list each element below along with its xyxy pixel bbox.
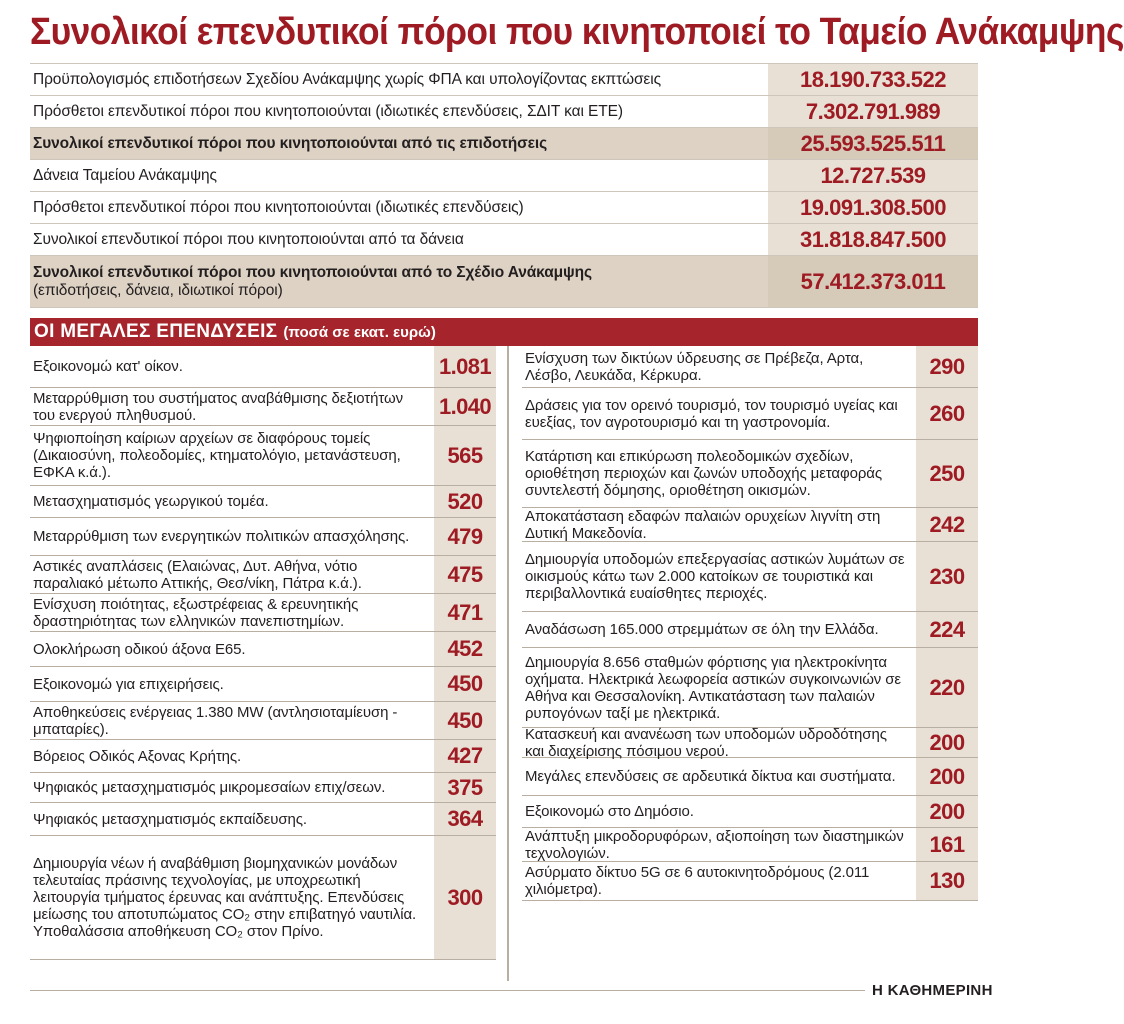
investment-value: 427: [434, 740, 496, 772]
summary-table: [30, 63, 978, 308]
investment-row: [30, 486, 496, 518]
investment-row: [522, 542, 978, 612]
investment-value: 479: [434, 518, 496, 555]
column-divider: [507, 346, 509, 981]
investment-value: 471: [434, 594, 496, 631]
investment-label: Αναδάσωση 165.000 στρεμμάτων σε όλη την Ελλάδα.: [525, 621, 879, 638]
investment-row: [30, 346, 496, 388]
summary-sublabel: (επιδοτήσεις, δάνεια, ιδιωτικοί πόροι): [33, 281, 283, 299]
summary-value: 25.593.525.511: [768, 128, 978, 159]
investments-header: [30, 318, 978, 346]
investment-value: 230: [916, 542, 978, 611]
investment-row: [522, 508, 978, 542]
investment-row: [522, 388, 978, 440]
investment-row: [30, 773, 496, 803]
investment-row: [30, 803, 496, 836]
investment-value: 375: [434, 773, 496, 802]
investment-value: 300: [434, 836, 496, 959]
investment-value: 200: [916, 796, 978, 827]
investment-label: Κατάρτιση και επικύρωση πολεοδομικών σχεδίων, οριοθέτηση περιοχών και ζωνών υποδοχής μεταφοράς συντελεστή δόμησης, οριοθέτηση οικισμών.: [525, 448, 882, 499]
investment-value: 200: [916, 728, 978, 757]
summary-label: Συνολικοί επενδυτικοί πόροι που κινητοποιούνται από τις επιδοτήσεις: [33, 134, 548, 152]
summary-label-main: Συνολικοί επενδυτικοί πόροι που κινητοποιούνται από το Σχέδιο Ανάκαμψης: [33, 263, 592, 281]
summary-row: [30, 160, 978, 192]
summary-row: [30, 192, 978, 224]
investments-note: (ποσά σε εκατ. ευρώ): [283, 323, 436, 341]
investment-label: Αποθηκεύσεις ενέργειας 1.380 MW (αντλησιοταμίευση - μπαταρίες).: [33, 703, 398, 738]
investment-value: 200: [916, 758, 978, 795]
investment-value: 520: [434, 486, 496, 517]
investment-label: Μετασχηματισμός γεωργικού τομέα.: [33, 493, 269, 510]
summary-value: 12.727.539: [768, 160, 978, 191]
investment-row: [522, 758, 978, 796]
investment-row: [30, 594, 496, 632]
summary-label: Δάνεια Ταμείου Ανάκαμψης: [33, 166, 217, 184]
summary-row: [30, 224, 978, 256]
investment-value: 450: [434, 667, 496, 701]
summary-label: [33, 256, 778, 307]
investment-label: Αποκατάσταση εδαφών παλαιών ορυχείων λιγνίτη στη Δυτική Μακεδονία.: [525, 507, 881, 542]
investment-value: 224: [916, 612, 978, 647]
investment-label: Δημιουργία νέων ή αναβάθμιση βιομηχανικών μονάδων τελευταίας πράσινης τεχνολογίας, με υποχρεωτική λειτουργία τμήματος έρευνας και ανάπτυξης. Επενδύσεις μείωσης του αποτυπώματος CO₂ στην επιβατηγό ναυτιλία. Υποθαλάσσια αποθήκευση CO₂ στον Πρίνο.: [33, 855, 417, 940]
investment-value: 1.081: [434, 346, 496, 387]
investment-label: Εξοικονομώ κατ' οίκον.: [33, 358, 183, 375]
investment-value: 1.040: [434, 388, 496, 425]
investments-right-column: [522, 346, 978, 901]
investment-label: Βόρειος Οδικός Αξονας Κρήτης.: [33, 747, 242, 765]
summary-row: [30, 96, 978, 128]
summary-row-total: [30, 128, 978, 160]
investments-left-column: [30, 346, 496, 960]
summary-value: 18.190.733.522: [768, 64, 978, 95]
investment-row: [30, 667, 496, 702]
investment-label: Ολοκλήρωση οδικού άξονα Ε65.: [33, 640, 246, 658]
investment-label: Κατασκευή και ανανέωση των υποδομών υδροδότησης και διαχείρισης πόσιμου νερού.: [525, 725, 887, 760]
investment-value: 450: [434, 702, 496, 739]
investment-row: [522, 796, 978, 828]
summary-label: Πρόσθετοι επενδυτικοί πόροι που κινητοποιούνται (ιδιωτικές επενδύσεις): [33, 198, 524, 216]
investment-label: Ψηφιακός μετασχηματισμός μικρομεσαίων επιχ/σεων.: [33, 779, 386, 796]
investment-label: Δημιουργία υποδομών επεξεργασίας αστικών λυμάτων σε οικισμούς κάτω των 2.000 κατοίκων σε τουριστικά και περιβαλλοντικά ευαίσθητες περιοχές.: [525, 551, 905, 602]
investment-value: 220: [916, 648, 978, 727]
investment-label: Ενίσχυση ποιότητας, εξωστρέφειας & ερευνητικής δραστηριότητας των ελληνικών πανεπιστημίων.: [33, 595, 359, 630]
summary-label: Συνολικοί επενδυτικοί πόροι που κινητοποιούνται από τα δάνεια: [33, 230, 464, 248]
brand-logo: Η ΚΑΘΗΜΕΡΙΝΗ: [872, 982, 993, 999]
investment-row: [522, 648, 978, 728]
investment-row: [30, 556, 496, 594]
summary-value: 19.091.308.500: [768, 192, 978, 223]
investment-label: Ανάπτυξη μικροδορυφόρων, αξιοποίηση των διαστημικών τεχνολογιών.: [525, 827, 904, 862]
investment-row: [30, 836, 496, 960]
summary-value: 31.818.847.500: [768, 224, 978, 255]
summary-label: Προϋπολογισμός επιδοτήσεων Σχεδίου Ανάκαμψης χωρίς ΦΠΑ και υπολογίζοντας εκπτώσεις: [33, 70, 661, 88]
footer-divider: [30, 990, 865, 991]
investment-row: [522, 612, 978, 648]
investment-label: Δημιουργία 8.656 σταθμών φόρτισης για ηλεκτροκίνητα οχήματα. Ηλεκτρικά λεωφορεία αστικών συγκοινωνιών σε Αθήνα και Θεσσαλονίκη. Αντικατάσταση των παλαιών ρυπογόνων ταξί με ηλεκτρικά.: [525, 653, 902, 722]
investment-value: 260: [916, 388, 978, 439]
investment-value: 161: [916, 828, 978, 861]
investment-label: Ψηφιακός μετασχηματισμός εκπαίδευσης.: [33, 810, 307, 828]
summary-label: Πρόσθετοι επενδυτικοί πόροι που κινητοποιούνται (ιδιωτικές επενδύσεις, ΣΔΙΤ και ΕΤΕ): [33, 102, 623, 120]
summary-value: 7.302.791.989: [768, 96, 978, 127]
investment-label: Αστικές αναπλάσεις (Ελαιώνας, Δυτ. Αθήνα, νότιο παραλιακό μέτωπο Αττικής, Θεσ/νίκη, Πάτρα κ.ά.).: [33, 557, 362, 592]
investment-row: [522, 862, 978, 901]
investment-row: [30, 740, 496, 773]
investment-value: 250: [916, 440, 978, 507]
investment-row: [522, 440, 978, 508]
investment-value: 452: [434, 632, 496, 666]
investment-label: Εξοικονομώ στο Δημόσιο.: [525, 803, 694, 820]
summary-row-grand-total: [30, 256, 978, 308]
investment-label: Ενίσχυση των δικτύων ύδρευσης σε Πρέβεζα, Αρτα, Λέσβο, Λευκάδα, Κέρκυρα.: [525, 349, 864, 384]
investment-value: 565: [434, 426, 496, 485]
investment-label: Ψηφιοποίηση καίριων αρχείων σε διαφόρους τομείς (Δικαιοσύνη, πολεοδομίες, κτηματολόγιο, μετανάστευση, ΕΦΚΑ κ.ά.).: [33, 430, 401, 481]
investment-label: Εξοικονομώ για επιχειρήσεις.: [33, 675, 224, 693]
investment-row: [522, 346, 978, 388]
investment-label: Μεταρρύθμιση του συστήματος αναβάθμισης δεξιοτήτων του ενεργού πληθυσμού.: [33, 389, 403, 424]
investment-label: Μεταρρύθμιση των ενεργητικών πολιτικών απασχόλησης.: [33, 528, 410, 545]
investment-row: [522, 725, 978, 760]
investment-row: [30, 632, 496, 667]
investment-label: Μεγάλες επενδύσεις σε αρδευτικά δίκτυα και συστήματα.: [525, 768, 896, 785]
investment-row: [30, 518, 496, 556]
summary-value: 57.412.373.011: [768, 256, 978, 307]
investment-value: 475: [434, 556, 496, 593]
investments-title: ΟΙ ΜΕΓΑΛΕΣ ΕΠΕΝΔΥΣΕΙΣ: [34, 321, 278, 342]
investment-row: [30, 388, 496, 426]
investment-label: Δράσεις για τον ορεινό τουρισμό, τον τουρισμό υγείας και ευεξίας, τον αγροτουρισμό και τη γαστρονομία.: [525, 396, 898, 431]
investment-row: [30, 702, 496, 740]
investment-value: 130: [916, 862, 978, 900]
page-title: Συνολικοί επενδυτικοί πόροι που κινητοποιεί το Ταμείο Ανάκαμψης: [30, 11, 1124, 53]
investment-label: Ασύρματο δίκτυο 5G σε 6 αυτοκινητοδρόμους (2.011 χιλιόμετρα).: [525, 864, 870, 898]
investment-row: [30, 426, 496, 486]
investment-row: [522, 828, 978, 862]
summary-row: [30, 64, 978, 96]
investment-value: 364: [434, 803, 496, 835]
investment-value: 242: [916, 508, 978, 541]
investment-value: 290: [916, 346, 978, 387]
